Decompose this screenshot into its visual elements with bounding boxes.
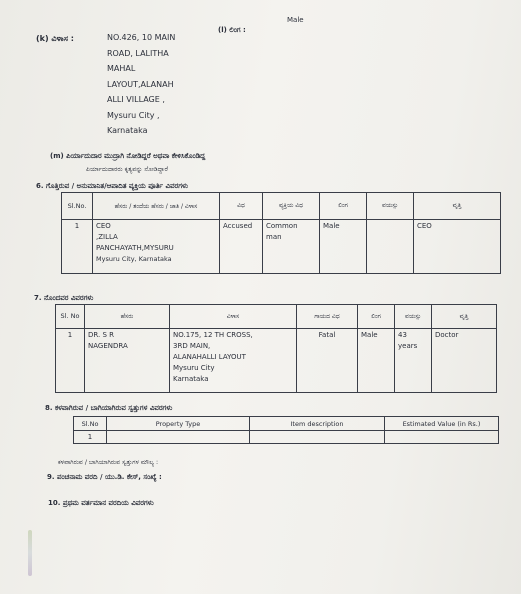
header-item-description: Item description: [250, 417, 385, 431]
cell-age: [395, 329, 432, 393]
accused-table: [61, 192, 501, 274]
field-l-label: (l) ಲಿಂಗ :: [218, 26, 246, 34]
section-10-title: 10. ಪ್ರಥಮ ವರ್ತಮಾನ ವರದಿಯ ವಿವರಗಳು: [48, 499, 154, 507]
cell-name: [85, 329, 170, 393]
cell-person-type: [263, 220, 320, 274]
field-m-value: ಪಿರ್ಯಾದುದಾರರು ಕೃತ್ಯವನ್ನು ನೋಡಿದ್ದಾರೆ: [86, 166, 169, 173]
address-line: ROAD, LALITHA: [107, 48, 169, 58]
address-line: Mysuru City ,: [107, 110, 160, 120]
address-line: LAYOUT,ALANAH: [107, 79, 174, 89]
header-address: ವಿಳಾಸ: [170, 305, 297, 329]
cell-line: 43: [398, 331, 407, 339]
cell-line: NO.175, 12 TH CROSS,: [173, 331, 253, 339]
address-line: MAHAL: [107, 64, 136, 73]
cell-estimated-value: [385, 431, 499, 444]
section-7-title: 7. ನೊಂದವರ ವಿವರಗಳು: [34, 294, 94, 302]
victim-table: [55, 304, 497, 393]
cell-line: NAGENDRA: [88, 342, 128, 350]
cell-line: 3RD MAIN,: [173, 342, 211, 350]
cell-line: years: [398, 342, 418, 350]
header-person-type: ವ್ಯಕ್ತಿಯ ವಿಧ: [263, 193, 320, 220]
field-l-value: Male: [287, 16, 304, 24]
header-occupation: ವೃತ್ತಿ: [432, 305, 497, 329]
ink-smudge: [28, 530, 32, 576]
header-estimated-value: Estimated Value (in Rs.): [385, 417, 499, 431]
header-name: ಹೆಸರು: [85, 305, 170, 329]
table-row: [74, 431, 499, 444]
section-9-title: 9. ಪಂಚನಾಮ ವರದಿ / ಯು.ಡಿ. ಕೇಸ್, ಸಂಖ್ಯೆ :: [47, 473, 162, 481]
header-gender: ಲಿಂಗ: [358, 305, 395, 329]
header-age: ವಯಸ್ಸು: [395, 305, 432, 329]
cell-sl: 1: [62, 220, 93, 274]
cell-sl: 1: [74, 431, 107, 444]
table-row: [62, 220, 501, 274]
cell-age: [367, 220, 414, 274]
property-value-label: ಕಳವಾಗಿರುವ / ಬಾಗಿಯಾಗಿರುವ ಸ್ವತ್ತುಗಳ ಮೌಲ್ಯ :: [58, 459, 159, 466]
cell-injury: Fatal: [297, 329, 358, 393]
header-name: ಹೆಸರು / ತಂದೆಯ ಹೆಸರು / ಜಾತಿ / ವಿಳಾಸ: [93, 193, 220, 220]
cell-sl: 1: [56, 329, 85, 393]
cell-line: DR. S R: [88, 331, 114, 339]
header-sl-no: Sl.No.: [62, 193, 93, 220]
table-header-row: [74, 417, 499, 431]
table-row: [56, 329, 497, 393]
table-header-row: [56, 305, 497, 329]
address-line: NO.426, 10 MAIN: [107, 33, 176, 42]
cell-line: ,ZILLA: [96, 233, 118, 241]
header-injury: ಗಾಯದ ವಿಧ: [297, 305, 358, 329]
section-8-title: 8. ಕಳವಾಗಿರುವ / ಬಾಗಿಯಾಗಿರುವ ಸ್ವತ್ತುಗಳ ವಿವರಗಳು: [45, 404, 173, 412]
field-k-label: (k) ವಿಳಾಸ :: [36, 34, 74, 43]
cell-line: Mysuru City, Karnataka: [96, 255, 172, 263]
cell-line: Karnataka: [173, 375, 209, 383]
cell-line: CEO: [96, 222, 111, 230]
cell-line: ALANAHALLI LAYOUT: [173, 353, 246, 361]
header-gender: ಲಿಂಗ: [320, 193, 367, 220]
field-k-address: [107, 30, 175, 139]
table-header-row: [62, 193, 501, 220]
header-property-type: Property Type: [107, 417, 250, 431]
section-6-title: 6. ಗೊತ್ತಿರುವ / ಅನುಮಾನಿತ/ಆಪಾದಿತ ವ್ಯಕ್ತಿಯ ಪೂರ್ತಿ ವಿವರಗಳು: [36, 182, 189, 190]
property-table: [73, 416, 499, 444]
address-line: ALLI VILLAGE ,: [107, 95, 165, 104]
header-sl-no: Sl. No: [56, 305, 85, 329]
cell-address: [170, 329, 297, 393]
cell-type: Accused: [220, 220, 263, 274]
cell-property-type: [107, 431, 250, 444]
cell-line: man: [266, 233, 282, 241]
cell-gender: Male: [320, 220, 367, 274]
address-line: Karnataka: [107, 126, 148, 135]
cell-occupation: Doctor: [432, 329, 497, 393]
header-type: ವಿಧ: [220, 193, 263, 220]
cell-line: Mysuru City: [173, 364, 215, 372]
cell-occupation: CEO: [414, 220, 501, 274]
cell-name: [93, 220, 220, 274]
cell-item-description: [250, 431, 385, 444]
cell-gender: Male: [358, 329, 395, 393]
header-age: ವಯಸ್ಸು: [367, 193, 414, 220]
header-sl-no: Sl.No: [74, 417, 107, 431]
cell-line: PANCHAYATH,MYSURU: [96, 244, 174, 252]
header-occupation: ವೃತ್ತಿ: [414, 193, 501, 220]
field-m-label: (m) ಪಿರ್ಯಾದುದಾರ ಮುದ್ರಾಗಿ ನೋಡಿದ್ದರೆ ಅಥವಾ ಕೇಳಿಸಿಕೊಂಡಿದ್ದ: [50, 152, 206, 160]
cell-line: Common: [266, 222, 298, 230]
